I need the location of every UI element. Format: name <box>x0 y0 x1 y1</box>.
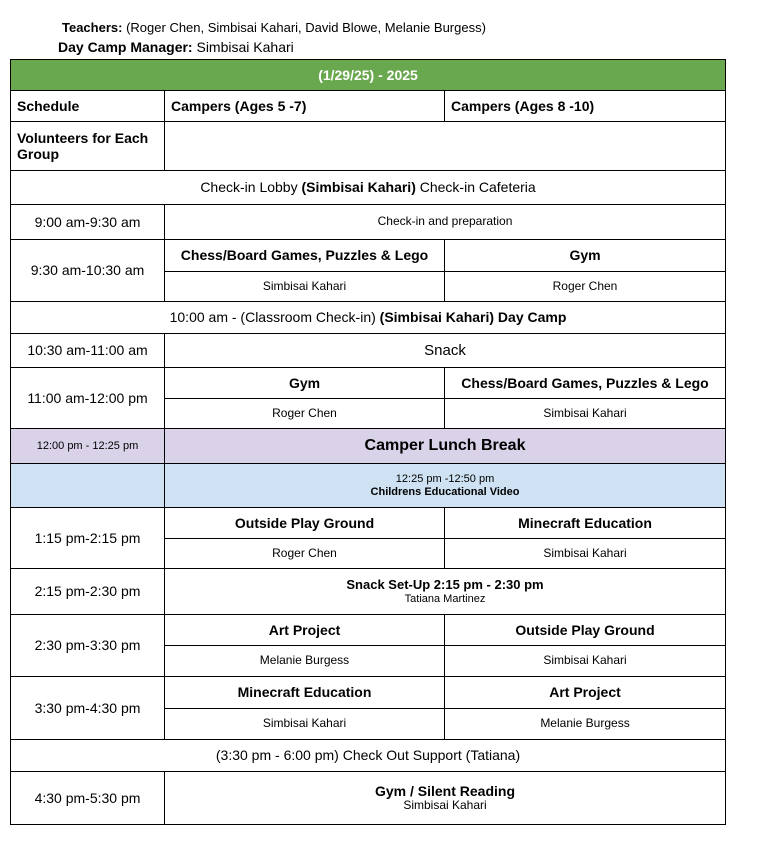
checkout-row <box>11 740 726 772</box>
time-cell: 2:15 pm-2:30 pm <box>11 569 165 615</box>
activity-cell: Gym <box>445 240 726 272</box>
date-title: (1/29/25) - 2025 <box>11 60 726 91</box>
col-schedule: Schedule <box>11 91 165 122</box>
time-cell: 10:30 am-11:00 am <box>11 334 165 368</box>
time-cell: 9:00 am-9:30 am <box>11 205 165 240</box>
teachers-value: (Roger Chen, Simbisai Kahari, David Blowe, Melanie Burgess) <box>126 20 486 35</box>
activity-cell: Art Project <box>165 615 445 646</box>
time-cell: 2:30 pm-3:30 pm <box>11 615 165 677</box>
time-cell: 12:00 pm - 12:25 pm <box>11 429 165 464</box>
schedule-table <box>10 59 726 825</box>
classroom-row <box>11 302 726 334</box>
activity-cell <box>165 569 726 615</box>
video-time: 12:25 pm -12:50 pm <box>395 472 495 485</box>
col-group1: Campers (Ages 5 -7) <box>165 91 445 122</box>
schedule-row <box>11 240 726 272</box>
volunteers-label: Volunteers for Each Group <box>11 122 165 171</box>
time-cell: 9:30 am-10:30 am <box>11 240 165 302</box>
leader-cell: Simbisai Kahari <box>165 709 445 740</box>
lunch-row <box>11 429 726 464</box>
manager-label: Day Camp Manager: <box>58 39 193 55</box>
time-cell: 3:30 pm-4:30 pm <box>11 677 165 740</box>
activity-cell <box>165 772 726 825</box>
schedule-row <box>11 615 726 646</box>
gym-reading-person: Simbisai Kahari <box>403 798 487 813</box>
column-header-row <box>11 91 726 122</box>
schedule-row <box>11 677 726 709</box>
leader-cell: Melanie Burgess <box>445 709 726 740</box>
checkin-name: (Simbisai Kahari) <box>301 179 416 196</box>
video-activity: Childrens Educational Video <box>370 485 520 498</box>
activity-cell: Chess/Board Games, Puzzles & Lego <box>445 368 726 399</box>
activity-cell: Outside Play Ground <box>445 615 726 646</box>
leader-cell: Simbisai Kahari <box>445 539 726 569</box>
classroom-name: (Simbisai Kahari) <box>379 309 495 326</box>
leader-cell: Simbisai Kahari <box>445 646 726 677</box>
checkout-cell: (3:30 pm - 6:00 pm) Check Out Support (Tatiana) <box>11 740 726 772</box>
activity-cell: Check-in and preparation <box>165 205 726 240</box>
classroom-post: Day Camp <box>494 309 567 326</box>
leader-cell: Roger Chen <box>165 539 445 569</box>
schedule-row <box>11 569 726 615</box>
video-cell <box>165 464 726 508</box>
activity-cell: Minecraft Education <box>165 677 445 709</box>
schedule-row <box>11 772 726 825</box>
activity-cell: Gym <box>165 368 445 399</box>
time-cell-empty <box>11 464 165 508</box>
time-cell: 1:15 pm-2:15 pm <box>11 508 165 569</box>
lunch-cell: Camper Lunch Break <box>165 429 726 464</box>
gym-reading-title: Gym / Silent Reading <box>374 783 516 800</box>
leader-cell: Roger Chen <box>445 272 726 302</box>
video-row <box>11 464 726 508</box>
leader-cell: Roger Chen <box>165 399 445 429</box>
volunteers-row <box>11 122 726 171</box>
activity-cell: Outside Play Ground <box>165 508 445 539</box>
activity-cell: Minecraft Education <box>445 508 726 539</box>
volunteers-empty <box>165 122 726 171</box>
leader-cell: Melanie Burgess <box>165 646 445 677</box>
col-group2: Campers (Ages 8 -10) <box>445 91 726 122</box>
teachers-label: Teachers: <box>62 20 123 35</box>
snack-setup-title: Snack Set-Up 2:15 pm - 2:30 pm <box>346 576 544 592</box>
leader-cell: Simbisai Kahari <box>165 272 445 302</box>
date-title-row <box>11 60 726 91</box>
checkin-row <box>11 171 726 205</box>
manager-line <box>58 39 294 55</box>
schedule-row <box>11 334 726 368</box>
schedule-row <box>11 508 726 539</box>
classroom-pre: 10:00 am - (Classroom Check-in) <box>169 309 380 326</box>
time-cell: 4:30 pm-5:30 pm <box>11 772 165 825</box>
checkin-cell <box>11 171 726 205</box>
checkin-post: Check-in Cafeteria <box>415 179 536 196</box>
snack-setup-person: Tatiana Martinez <box>404 592 486 605</box>
teachers-line <box>62 20 486 35</box>
activity-cell: Chess/Board Games, Puzzles & Lego <box>165 240 445 272</box>
classroom-cell <box>11 302 726 334</box>
schedule-row <box>11 205 726 240</box>
leader-cell: Simbisai Kahari <box>445 399 726 429</box>
manager-value: Simbisai Kahari <box>196 39 294 55</box>
activity-cell: Art Project <box>445 677 726 709</box>
activity-cell: Snack <box>165 334 726 368</box>
schedule-row <box>11 368 726 399</box>
checkin-pre: Check-in Lobby <box>200 179 302 196</box>
time-cell: 11:00 am-12:00 pm <box>11 368 165 429</box>
